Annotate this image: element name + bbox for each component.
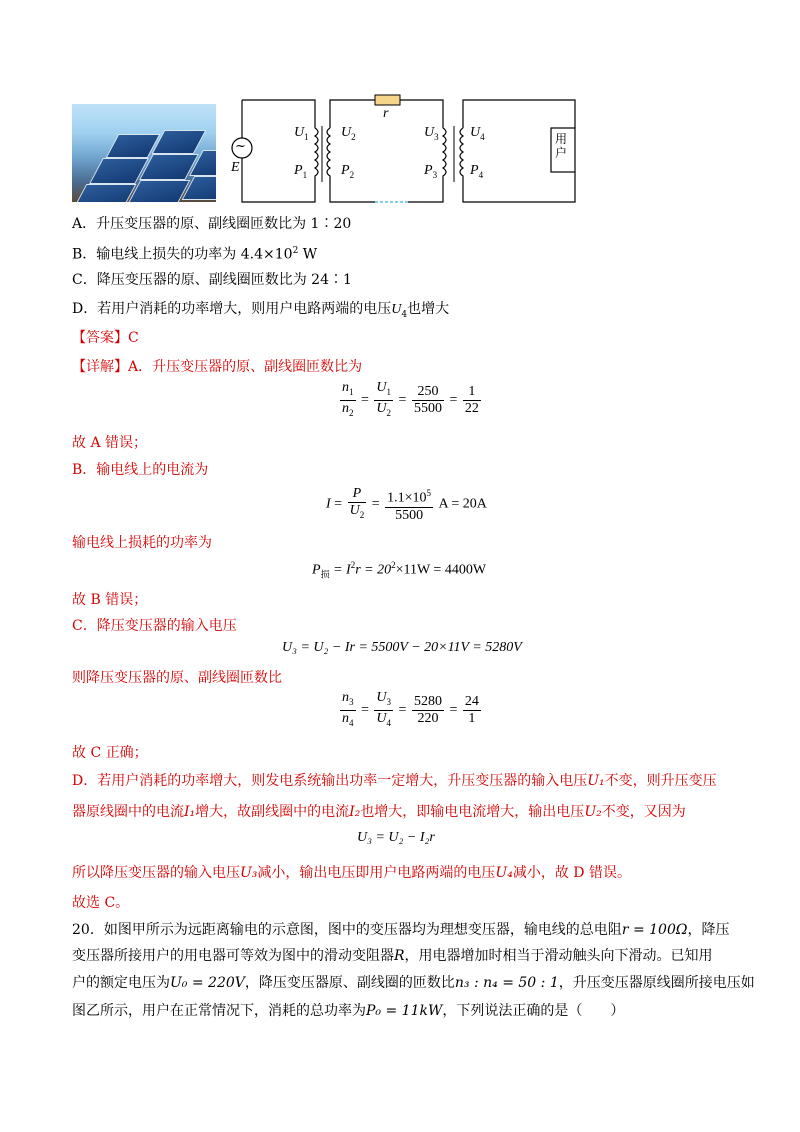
equation-voltage-drop: U₃ = U₂ − I₂r — [357, 830, 435, 845]
source-symbol: ~ — [235, 139, 246, 154]
final-answer: 故选 C。 — [72, 895, 130, 911]
b-conclusion: 故 B 错误； — [72, 592, 148, 608]
c-intro: C．降压变压器的输入电压 — [72, 618, 237, 634]
label-u1: $U_1$ — [294, 125, 309, 142]
label-p2: $P_2$ — [341, 163, 355, 180]
equation-input-voltage: U₃ = U₂ − Ir = 5500V − 20×11V = 5280V — [282, 640, 522, 655]
label-p1: $P_1$ — [294, 163, 308, 180]
user-box-label: 用户 — [555, 132, 568, 160]
solar-panel-photo — [72, 104, 216, 202]
detail-label: 【详解】A．升压变压器的原、副线圈匝数比为 — [72, 359, 363, 375]
a-conclusion: 故 A 错误； — [72, 435, 148, 451]
label-u3: $U_3$ — [424, 125, 439, 142]
label-u4: $U_4$ — [470, 125, 485, 142]
answer-label: 【答案】C — [72, 330, 139, 346]
equation-current: I = $\frac{P}{U_2}$ = $\frac{1.1\times 10^5}{5500}$ A = 20A — [326, 485, 487, 523]
label-p3: $P_3$ — [424, 163, 438, 180]
label-p4: $P_4$ — [470, 163, 484, 180]
option-c: C．降压变压器的原、副线圈匝数比为 24∶1 — [72, 272, 352, 288]
resistor-label: r — [383, 106, 389, 121]
equation-turns-ratio-1: $\frac{n_1}{n_2}$ = $\frac{U_1}{U_2}$ = $\frac{250}{5500}$ = $\frac{1}{22}$ — [342, 380, 479, 418]
d-line-2: 器原线圈中的电流I₁增大，故副线圈中的电流I₂也增大，即输电电流增大，输出电压U₂不变，又因为 — [72, 804, 686, 820]
q20-line-4: 图乙所示，用户在正常情况下，消耗的总功率为P₀ = 11kW，下列说法正确的是（ ） — [72, 1003, 625, 1019]
b-loss-intro: 输电线上损耗的功率为 — [72, 535, 212, 551]
option-b: B．输电线上损失的功率为 $4.4\times 10^2$ W — [72, 246, 318, 263]
option-a: A．升压变压器的原、副线圈匝数比为 1∶20 — [72, 216, 352, 232]
source-label: E — [231, 160, 240, 175]
c-conclusion: 故 C 正确； — [72, 745, 148, 761]
option-d: D．若用户消耗的功率增大，则用户电路两端的电压$U_4$也增大 — [72, 301, 450, 320]
b-intro: B．输电线上的电流为 — [72, 462, 209, 478]
d-line-3: 所以降压变压器的输入电压U₃减小，输出电压即用户电路两端的电压U₄减小，故 D 错误。 — [72, 865, 631, 881]
q20-line-2: 变压器所接用户的用电器可等效为图中的滑动变阻器R，用电器增加时相当于滑动触头向下滑动。已知用 — [72, 948, 713, 964]
circuit-diagram — [225, 90, 595, 215]
label-u2: $U_2$ — [341, 125, 356, 142]
d-line-1: D．若用户消耗的功率增大，则发电系统输出功率一定增大，升压变压器的输入电压U₁不变，则升压变压 — [72, 773, 717, 789]
c-ratio-intro: 则降压变压器的原、副线圈匝数比 — [72, 670, 282, 686]
equation-power-loss: $P_损 = I^2r = 20^2\times 11W = 4400W$ — [312, 560, 487, 580]
equation-turns-ratio-2: $\frac{n_3}{n_4}$ = $\frac{U_3}{U_4}$ = $\frac{5280}{220}$ = $\frac{24}{1}$ — [342, 690, 479, 728]
q20-line-3: 户的额定电压为U₀ = 220V，降压变压器原、副线圈的匝数比n₃ : n₄ = 50 : 1，升压变压器原线圈所接电压如 — [72, 975, 755, 991]
q20-line-1: 20．如图甲所示为远距离输电的示意图，图中的变压器均为理想变压器，输电线的总电阻r = 100Ω，降压 — [72, 922, 730, 938]
